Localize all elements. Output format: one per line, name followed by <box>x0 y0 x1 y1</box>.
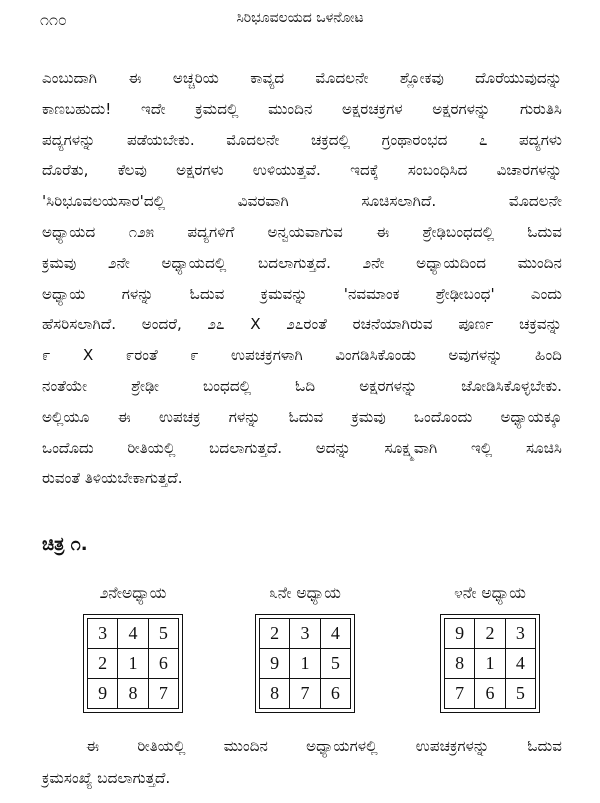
figure-caption: ಚಿತ್ರ ೧. <box>42 534 88 555</box>
page-header <box>40 10 560 34</box>
grid-cell: 4 <box>321 619 351 649</box>
grid-cell: 2 <box>475 619 505 649</box>
body-line: ಅಧ್ಯಾಯ ಗಳನ್ನು ಓದುವ ಕ್ರಮವನ್ನು 'ನವಮಾಂಕ ಶ್ರೇಢೀಬಂಧ' ಎಂದು <box>42 284 562 303</box>
grid-cell: 3 <box>506 619 536 649</box>
grid-title: ೨ನೇಅಧ್ಯಾಯ <box>99 584 167 602</box>
grid-cell: 2 <box>88 649 118 679</box>
grid-frame <box>255 614 355 713</box>
body-line: ಪದ್ಯಗಳನ್ನು ಪಡೆಯಬೇಕು. ಮೊದಲನೇ ಚಕ್ರದಲ್ಲಿ ಗ್ರಂಥಾರಂಭದ ೭ ಪದ್ಯಗಳು <box>42 130 562 149</box>
running-title: ಸಿರಿಭೂವಲಯದ ಒಳನೋಟ <box>236 10 364 26</box>
grid-frame <box>83 614 183 713</box>
grid-cell: 5 <box>321 649 351 679</box>
grid-cell: 4 <box>506 649 536 679</box>
grid-cell: 1 <box>118 649 148 679</box>
body-line: 'ಸಿರಿಭೂವಲಯಸಾರ'ದಲ್ಲಿ ವಿವರವಾಗಿ ಸೂಚಿಸಲಾಗಿದೆ. ಮೊದಲನೇ <box>42 192 562 211</box>
grid-cell: 5 <box>506 679 536 709</box>
grid-cell: 3 <box>88 619 118 649</box>
closing-paragraph <box>42 730 562 794</box>
grid-title: ೩ನೇ ಅಧ್ಯಾಯ <box>269 584 341 602</box>
closing-line: ಈ ರೀತಿಯಲ್ಲಿ ಮುಂದಿನ ಅಧ್ಯಾಯಗಳಲ್ಲಿ ಉಪಚಕ್ರಗಳನ್ನು ಓದುವ <box>86 737 562 755</box>
number-grid <box>444 618 536 709</box>
grid-chapter-3 <box>230 580 380 713</box>
number-grid <box>87 618 179 709</box>
number-grid <box>259 618 351 709</box>
grid-chapter-2 <box>58 580 208 713</box>
grid-title: ೪ನೇ ಅಧ್ಯಾಯ <box>454 584 526 602</box>
grid-cell: 8 <box>445 649 475 679</box>
grid-cell: 9 <box>445 619 475 649</box>
grid-cell: 5 <box>149 619 179 649</box>
grid-cell: 6 <box>149 649 179 679</box>
grid-cell: 1 <box>290 649 320 679</box>
grid-cell: 6 <box>321 679 351 709</box>
body-paragraph <box>42 63 562 494</box>
grid-cell: 1 <box>475 649 505 679</box>
grid-cell: 3 <box>290 619 320 649</box>
grid-cell: 2 <box>260 619 290 649</box>
grid-cell: 8 <box>260 679 290 709</box>
grid-cell: 6 <box>475 679 505 709</box>
page-number: ೧೧೦ <box>40 10 67 29</box>
grid-cell: 7 <box>149 679 179 709</box>
body-line: ಅಧ್ಯಾಯದ ೧೨೫ ಪದ್ಯಗಳಿಗೆ ಅನ್ವಯವಾಗುವ ಈ ಶ್ರೇಢಿಬಂಧದಲ್ಲಿ ಓದುವ <box>42 222 562 241</box>
grid-cell: 9 <box>260 649 290 679</box>
closing-line: ಕ್ರಮಸಂಖ್ಯೆ ಬದಲಾಗುತ್ತದೆ. <box>42 769 171 787</box>
body-line: ರುವಂತೆ ತಿಳಿಯಬೇಕಾಗುತ್ತದೆ. <box>42 469 183 488</box>
body-line: ಒಂದೊದು ರೀತಿಯಲ್ಲಿ ಬದಲಾಗುತ್ತದೆ. ಅದನ್ನು ಸೂಕ್ಷ್ಮವಾಗಿ ಇಲ್ಲಿ ಸೂಚಿಸಿ <box>42 438 562 457</box>
grid-cell: 7 <box>290 679 320 709</box>
grid-cell: 7 <box>445 679 475 709</box>
body-line: ದೊರೆತು, ಕೆಲವು ಅಕ್ಷರಗಳು ಉಳಿಯುತ್ತವೆ. ಇದಕ್ಕೆ ಸಂಬಂಧಿಸಿದ ವಿಚಾರಗಳನ್ನು <box>42 161 562 180</box>
body-line: ಹೆಸರಿಸಲಾಗಿದೆ. ಅಂದರೆ, ೨೭ X ೨೭ರಂತೆ ರಚನೆಯಾಗಿರುವ ಪೂರ್ಣ ಚಕ್ರವನ್ನು <box>42 315 562 334</box>
body-line: ನಂತೆಯೇ ಶ್ರೇಢೀ ಬಂಧದಲ್ಲಿ ಓದಿ ಅಕ್ಷರಗಳನ್ನು ಜೋಡಿಸಿಕೊಳ್ಳಬೇಕು. <box>42 376 562 395</box>
grid-frame <box>440 614 540 713</box>
grid-cell: 8 <box>118 679 148 709</box>
body-line: ೯ X ೯ರಂತೆ ೯ ಉಪಚಕ್ರಗಳಾಗಿ ವಿಂಗಡಿಸಿಕೊಂಡು ಅವುಗಳನ್ನು ಹಿಂದಿ <box>42 346 562 365</box>
body-line: ಕಾಣಬಹುದು! ಇದೇ ಕ್ರಮದಲ್ಲಿ ಮುಂದಿನ ಅಕ್ಷರಚಕ್ರಗಳ ಅಕ್ಷರಗಳನ್ನು ಗುರುತಿಸಿ <box>42 99 562 118</box>
body-line: ಕ್ರಮವು ೨ನೇ ಅಧ್ಯಾಯದಲ್ಲಿ ಬದಲಾಗುತ್ತದೆ. ೨ನೇ ಅಧ್ಯಾಯದಿಂದ ಮುಂದಿನ <box>42 253 562 272</box>
body-line: ಎಂಬುದಾಗಿ ಈ ಅಚ್ಚರಿಯ ಕಾವ್ಯದ ಮೊದಲನೇ ಶ್ಲೋಕವು ದೊರೆಯುವುದನ್ನು <box>42 69 562 87</box>
grid-cell: 9 <box>88 679 118 709</box>
grid-chapter-4 <box>415 580 565 713</box>
body-line: ಅಲ್ಲಿಯೂ ಈ ಉಪಚಕ್ರ ಗಳನ್ನು ಓದುವ ಕ್ರಮವು ಒಂದೊಂದು ಅಧ್ಯಾಯಕ್ಕೂ <box>42 407 562 426</box>
grid-cell: 4 <box>118 619 148 649</box>
